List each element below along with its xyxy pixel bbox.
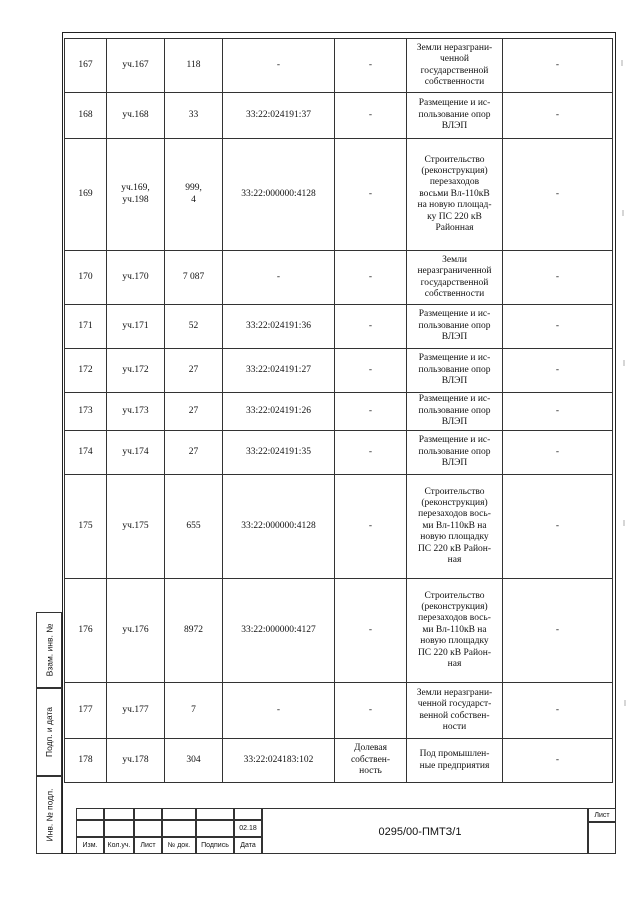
stamp-header-text: № док.: [167, 842, 191, 849]
cell-cadastral: 33:22:000000:4128: [223, 139, 335, 251]
cell-area: 7 087: [165, 251, 223, 305]
cell-cadastral: 33:22:024183:102: [223, 739, 335, 783]
table-row: [65, 475, 613, 579]
cell-area: 52: [165, 305, 223, 349]
stamp-header-doc: [162, 837, 196, 854]
cell-notes: -: [503, 139, 613, 251]
cell-no: 168: [65, 93, 107, 139]
cell-no: 173: [65, 393, 107, 431]
cell-notes: -: [503, 579, 613, 683]
cell-purpose: Размещение и ис- пользование опор ВЛЭП: [407, 305, 503, 349]
table-row: [65, 93, 613, 139]
cell-no: 176: [65, 579, 107, 683]
cell-notes: -: [503, 683, 613, 739]
cell-area: 7: [165, 683, 223, 739]
cell-form: -: [335, 579, 407, 683]
cell-notes: -: [503, 39, 613, 93]
document-code: 0295/00-ПМТЗ/1: [378, 826, 462, 838]
cell-notes: -: [503, 305, 613, 349]
stamp-header-date: [234, 837, 262, 854]
cell-form: -: [335, 93, 407, 139]
cell-no: 169: [65, 139, 107, 251]
cell-plot: уч.175: [107, 475, 165, 579]
cell-cadastral: 33:22:024191:26: [223, 393, 335, 431]
cell-plot: уч.168: [107, 93, 165, 139]
table-row: [65, 393, 613, 431]
table-row: [65, 251, 613, 305]
cell-purpose: Размещение и ис- пользование опор ВЛЭП: [407, 93, 503, 139]
cell-no: 170: [65, 251, 107, 305]
stamp-header-text: Лист: [140, 842, 156, 849]
stamp-header-izm: [76, 837, 104, 854]
sheet-label: Лист: [594, 811, 610, 819]
cell-purpose: Размещение и ис- пользование опор ВЛЭП: [407, 393, 503, 431]
cell-plot: уч.169, уч.198: [107, 139, 165, 251]
cell-area: 655: [165, 475, 223, 579]
cell-purpose: Строительство (реконструкция) перезаходов вось- ми Вл-110кВ на новую площадку ПС 220 кВ Район- ная: [407, 579, 503, 683]
stamp-blank: [234, 808, 262, 820]
cell-notes: -: [503, 93, 613, 139]
side-label-inv: Инв. № подл.: [44, 788, 55, 842]
cell-cadastral: 33:22:024191:37: [223, 93, 335, 139]
cell-area: 27: [165, 349, 223, 393]
side-label-vzam: Взам. инв. №: [44, 623, 55, 677]
stamp-blank: [104, 820, 134, 837]
cell-cadastral: -: [223, 39, 335, 93]
stamp-blank: [162, 808, 196, 820]
stamp-header-list: [134, 837, 162, 854]
cell-area: 27: [165, 393, 223, 431]
stamp-date-cell: [234, 820, 262, 837]
table-row: [65, 579, 613, 683]
stamp-blank: [76, 808, 104, 820]
stamp-blank: [134, 808, 162, 820]
cell-form: -: [335, 251, 407, 305]
cell-purpose: Земли неразграни- ченной государственной собственности: [407, 39, 503, 93]
cell-form: Долевая собствен- ность: [335, 739, 407, 783]
cell-plot: уч.167: [107, 39, 165, 93]
cell-no: 175: [65, 475, 107, 579]
cell-plot: уч.174: [107, 431, 165, 475]
cell-plot: уч.170: [107, 251, 165, 305]
cell-form: -: [335, 349, 407, 393]
cell-cadastral: -: [223, 683, 335, 739]
cell-no: 178: [65, 739, 107, 783]
stamp-header-kolvo: [104, 837, 134, 854]
cell-form: -: [335, 139, 407, 251]
cell-purpose: Размещение и ис- пользование опор ВЛЭП: [407, 349, 503, 393]
cell-area: 33: [165, 93, 223, 139]
cell-cadastral: 33:22:000000:4127: [223, 579, 335, 683]
cell-purpose: Размещение и ис- пользование опор ВЛЭП: [407, 431, 503, 475]
table-row: [65, 39, 613, 93]
cell-purpose: Земли неразграни- ченной государст- венной собствен- ности: [407, 683, 503, 739]
side-cell-vzam: [36, 612, 62, 688]
land-plots-table: [64, 38, 613, 783]
cell-cadastral: 33:22:024191:27: [223, 349, 335, 393]
cell-form: -: [335, 39, 407, 93]
right-margin-marks: [592, 0, 640, 905]
cell-notes: -: [503, 251, 613, 305]
cell-no: 167: [65, 39, 107, 93]
cell-cadastral: 33:22:024191:36: [223, 305, 335, 349]
table-row: [65, 739, 613, 783]
cell-form: -: [335, 475, 407, 579]
cell-notes: -: [503, 393, 613, 431]
cell-area: 118: [165, 39, 223, 93]
cell-area: 27: [165, 431, 223, 475]
cell-cadastral: 33:22:000000:4128: [223, 475, 335, 579]
cell-area: 8972: [165, 579, 223, 683]
cell-plot: уч.176: [107, 579, 165, 683]
cell-cadastral: -: [223, 251, 335, 305]
stamp-blank: [196, 808, 234, 820]
cell-cadastral: 33:22:024191:35: [223, 431, 335, 475]
table-row: [65, 305, 613, 349]
cell-no: 177: [65, 683, 107, 739]
cell-purpose: Земли неразграниченной государственной собственности: [407, 251, 503, 305]
cell-plot: уч.173: [107, 393, 165, 431]
cell-purpose: Строительство (реконструкция) перезаходов вось- ми Вл-110кВ на новую площадку ПС 220 кВ Район- ная: [407, 475, 503, 579]
cell-no: 172: [65, 349, 107, 393]
cell-purpose: Под промышлен- ные предприятия: [407, 739, 503, 783]
stamp-blank: [162, 820, 196, 837]
cell-purpose: Строительство (реконструкция) перезаходов восьми Вл-110кВ на новую площад- ку ПС 220 кВ Районная: [407, 139, 503, 251]
stamp-header-text: Изм.: [82, 842, 98, 849]
cell-form: -: [335, 431, 407, 475]
side-stamp: [36, 612, 62, 854]
stamp-blank: [76, 820, 104, 837]
stamp-blank: [196, 820, 234, 837]
side-label-podp: Подп. и дата: [44, 706, 55, 758]
cell-notes: -: [503, 739, 613, 783]
table-row: [65, 683, 613, 739]
side-cell-inv: [36, 776, 62, 854]
cell-no: 174: [65, 431, 107, 475]
stamp-blank: [134, 820, 162, 837]
stamp-blank: [104, 808, 134, 820]
cell-plot: уч.172: [107, 349, 165, 393]
stamp-header-sign: [196, 837, 234, 854]
stamp-header-text: Кол.уч.: [107, 842, 131, 849]
cell-notes: -: [503, 475, 613, 579]
cell-plot: уч.178: [107, 739, 165, 783]
cell-notes: -: [503, 431, 613, 475]
stamp-header-text: Подпись: [201, 842, 229, 849]
cell-plot: уч.177: [107, 683, 165, 739]
cell-form: -: [335, 683, 407, 739]
cell-form: -: [335, 305, 407, 349]
stamp-date-value: 02.18: [239, 825, 257, 832]
cell-notes: -: [503, 349, 613, 393]
side-cell-podp: [36, 688, 62, 776]
cell-plot: уч.171: [107, 305, 165, 349]
cell-area: 999, 4: [165, 139, 223, 251]
table-row: [65, 431, 613, 475]
cell-form: -: [335, 393, 407, 431]
cell-area: 304: [165, 739, 223, 783]
stamp-header-text: Дата: [240, 842, 256, 849]
cell-no: 171: [65, 305, 107, 349]
table-row: [65, 139, 613, 251]
table-row: [65, 349, 613, 393]
